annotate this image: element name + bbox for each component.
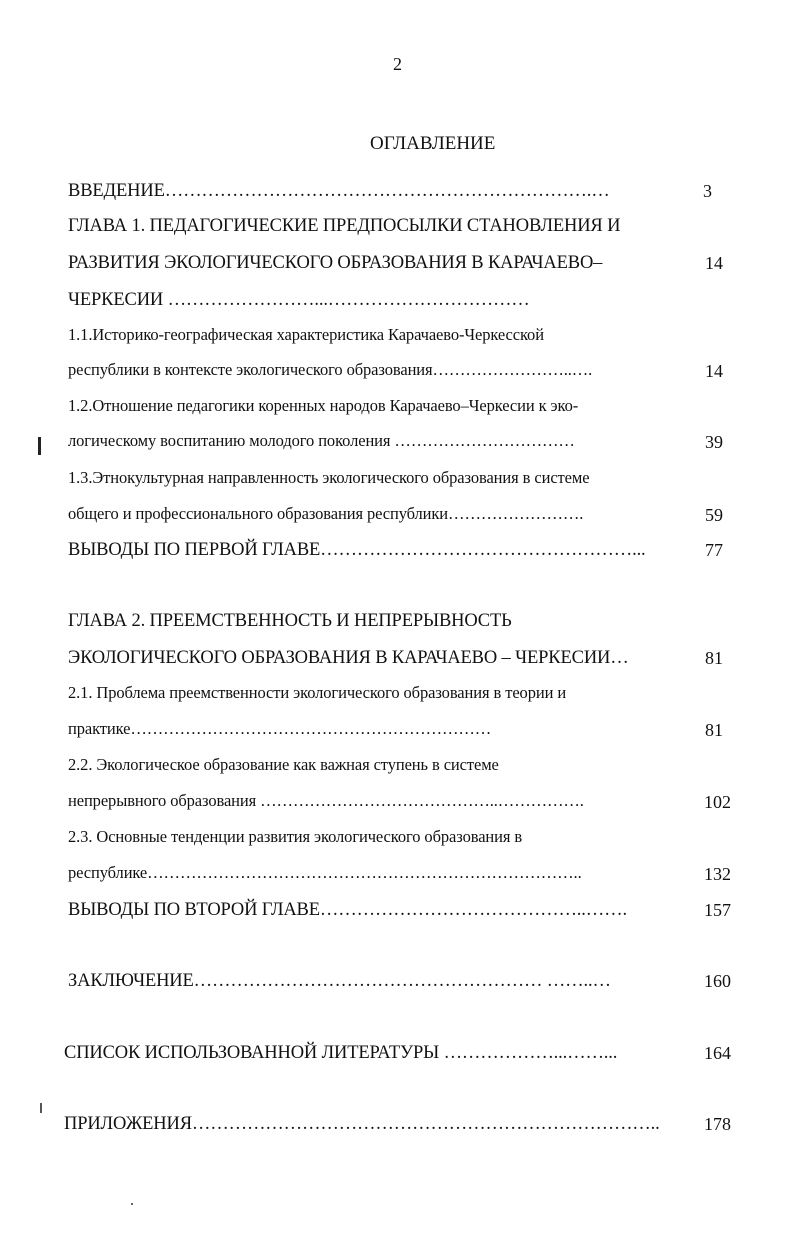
toc-entry-ch1-line1: ГЛАВА 1. ПЕДАГОГИЧЕСКИЕ ПРЕДПОСЫЛКИ СТАНОВЛЕНИЯ И [68,216,621,236]
toc-entry-s21-line1: 2.1. Проблема преемственности экологического образования в теории и [68,683,567,702]
toc-entry-s23-page: 132 [704,864,731,884]
scan-mark [40,1103,42,1113]
toc-entry-ch2-line1: ГЛАВА 2. ПРЕЕМСТВЕННОСТЬ И НЕПРЕРЫВНОСТЬ [68,611,512,631]
scan-dot [131,1203,133,1205]
page-number: 2 [393,54,402,74]
toc-entry-s12-page: 39 [705,432,723,452]
toc-entry-concl2-text: ВЫВОДЫ ПО ВТОРОЙ ГЛАВЕ……………………………………..……. [68,900,627,920]
toc-entry-s13-line1: 1.3.Этнокультурная направленность экологического образования в системе [68,468,590,487]
scan-mark [38,437,41,455]
toc-entry-appendix-text: ПРИЛОЖЕНИЯ………………………………………………………………….. [64,1114,660,1134]
toc-entry-appendix-page: 178 [704,1114,731,1134]
toc-entry-s23-line2: республике…………………………………………………………………….. [68,863,582,882]
toc-entry-references-text: СПИСОК ИСПОЛЬЗОВАННОЙ ЛИТЕРАТУРЫ ………………...……... [64,1043,618,1063]
toc-entry-references-page: 164 [704,1043,731,1063]
toc-entry-s11-line1: 1.1.Историко-географическая характеристика Карачаево-Черкесской [68,325,544,344]
toc-entry-s22-page: 102 [704,792,731,812]
toc-entry-ch1-line2: РАЗВИТИЯ ЭКОЛОГИЧЕСКОГО ОБРАЗОВАНИЯ В КАРАЧАЕВО– [68,253,603,273]
toc-entry-intro-text: ВВЕДЕНИЕ…………………………………………………………….… [68,181,610,201]
toc-entry-s21-page: 81 [705,720,723,740]
toc-entry-s11-page: 14 [705,361,723,381]
toc-entry-s11-line2: республики в контексте экологического образования……………………..…. [68,360,593,379]
toc-entry-s13-line2: общего и профессионального образования республики……………………. [68,504,584,523]
toc-entry-concl1-text: ВЫВОДЫ ПО ПЕРВОЙ ГЛАВЕ……………………………………………... [68,540,646,560]
toc-entry-intro-page: 3 [703,181,712,201]
toc-entry-ch2-page: 81 [705,648,723,668]
toc-entry-ch2-line2: ЭКОЛОГИЧЕСКОГО ОБРАЗОВАНИЯ В КАРАЧАЕВО – ЧЕРКЕСИИ… [68,648,629,668]
toc-entry-s21-line2: практике………………………………………………………… [68,719,492,738]
toc-entry-s23-line1: 2.3. Основные тенденции развития экологического образования в [68,827,523,846]
toc-entry-s12-line1: 1.2.Отношение педагогики коренных народов Карачаево–Черкесии к эко- [68,396,579,415]
toc-entry-s12-line2: логическому воспитанию молодого поколения …………………………… [68,431,575,450]
toc-entry-s13-page: 59 [705,505,723,525]
toc-entry-s22-line2: непрерывного образования ……………………………………..……………. [68,791,584,810]
toc-entry-s22-line1: 2.2. Экологическое образование как важная ступень в системе [68,755,499,774]
toc-entry-concl2-page: 157 [704,900,731,920]
toc-entry-concl1-page: 77 [705,540,723,560]
toc-entry-ch1-page: 14 [705,253,723,273]
toc-entry-conclusion-page: 160 [704,971,731,991]
toc-entry-conclusion-text: ЗАКЛЮЧЕНИЕ………………………………………………… ……..… [68,971,611,991]
toc-title: ОГЛАВЛЕНИЕ [370,133,496,154]
toc-entry-ch1-line3: ЧЕРКЕСИИ ……………………...…………………………… [68,290,530,310]
